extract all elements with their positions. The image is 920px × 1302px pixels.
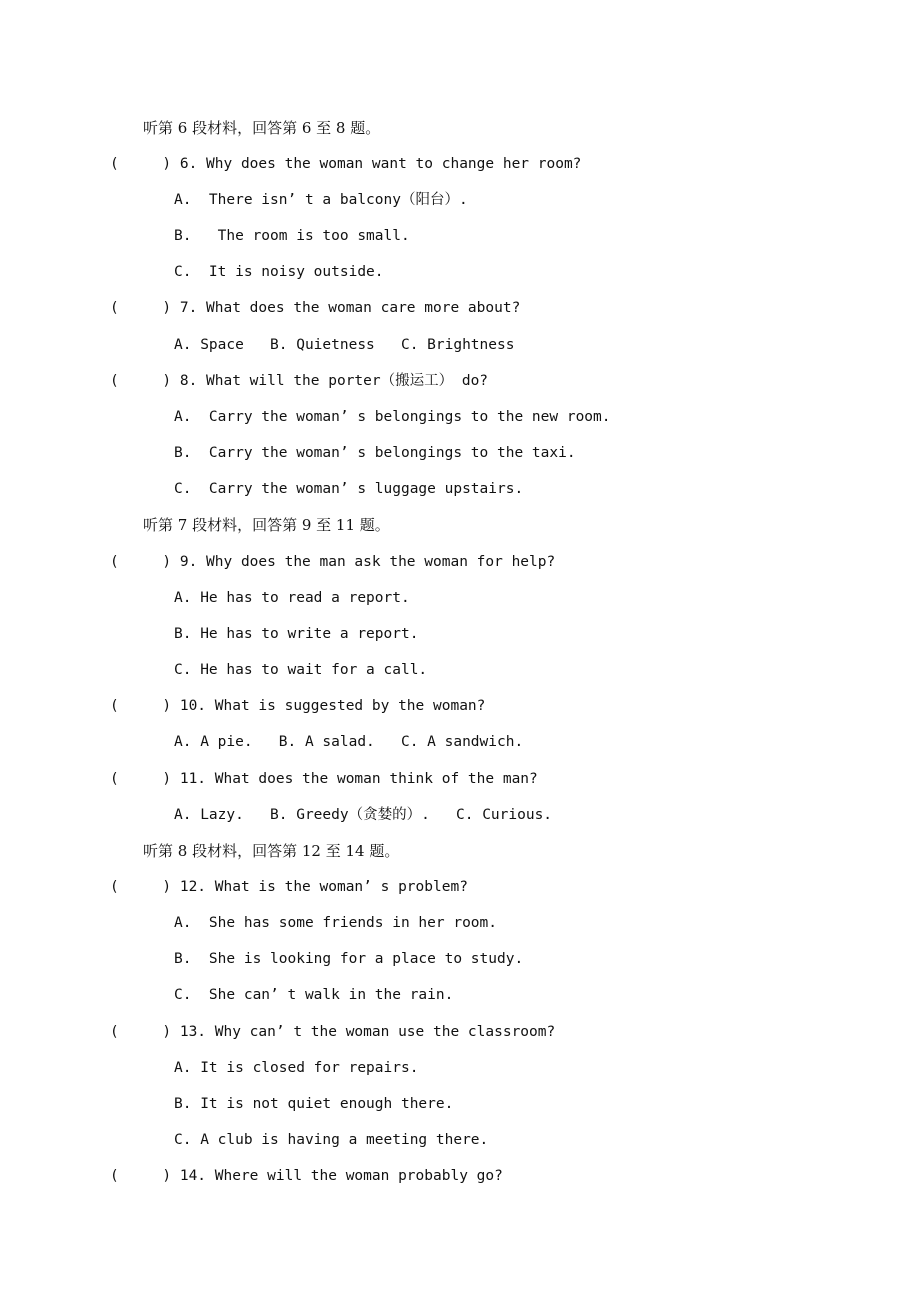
option-line: A. Lazy. B. Greedy（贪婪的）. C. Curious. xyxy=(174,807,553,823)
option-line: A. Carry the woman’ s belongings to the new room. xyxy=(174,409,611,425)
question-10: ( ) 10. What is suggested by the woman? xyxy=(110,698,486,714)
option-line: A. She has some friends in her room. xyxy=(174,915,498,931)
section-heading: 听第 6 段材料，回答第 6 至 8 题。 xyxy=(143,119,381,137)
option-line: C. Carry the woman’ s luggage upstairs. xyxy=(174,481,524,497)
question-11: ( ) 11. What does the woman think of the man? xyxy=(110,771,538,787)
option-line: A. It is closed for repairs. xyxy=(174,1060,419,1076)
option-line: B. Carry the woman’ s belongings to the taxi. xyxy=(174,445,576,461)
question-12: ( ) 12. What is the woman’ s problem? xyxy=(110,879,468,895)
option-line: C. She can’ t walk in the rain. xyxy=(174,987,454,1003)
option-line: C. He has to wait for a call. xyxy=(174,662,428,678)
option-line: C. A club is having a meeting there. xyxy=(174,1132,489,1148)
question-8: ( ) 8. What will the porter（搬运工） do? xyxy=(110,373,489,389)
option-line: C. It is noisy outside. xyxy=(174,264,384,280)
question-14: ( ) 14. Where will the woman probably go? xyxy=(110,1168,503,1184)
option-line: B. It is not quiet enough there. xyxy=(174,1096,454,1112)
question-6: ( ) 6. Why does the woman want to change her room? xyxy=(110,156,582,172)
option-line: A. There isn’ t a balcony（阳台）. xyxy=(174,192,468,208)
option-line: B. She is looking for a place to study. xyxy=(174,951,524,967)
question-7: ( ) 7. What does the woman care more about? xyxy=(110,300,521,316)
section-heading: 听第 7 段材料，回答第 9 至 11 题。 xyxy=(143,516,390,534)
question-13: ( ) 13. Why can’ t the woman use the classroom? xyxy=(110,1024,556,1040)
option-line: B. The room is too small. xyxy=(174,228,410,244)
option-line: B. He has to write a report. xyxy=(174,626,419,642)
question-9: ( ) 9. Why does the man ask the woman for help? xyxy=(110,554,556,570)
section-heading: 听第 8 段材料，回答第 12 至 14 题。 xyxy=(143,842,400,860)
option-line: A. He has to read a report. xyxy=(174,590,410,606)
option-line: A. A pie. B. A salad. C. A sandwich. xyxy=(174,734,524,750)
option-line: A. Space B. Quietness C. Brightness xyxy=(174,337,515,353)
